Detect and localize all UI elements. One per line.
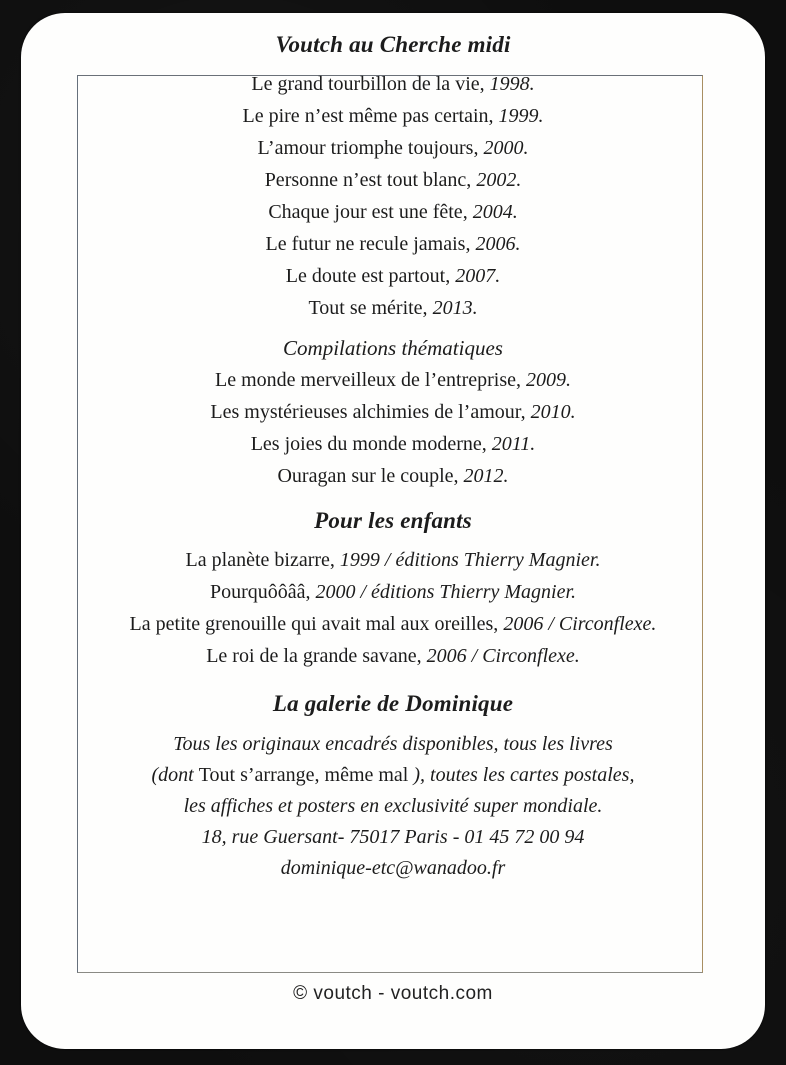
book-line xyxy=(21,428,765,460)
gallery-address: 18, rue Guersant- 75017 Paris - 01 45 72 00 94 xyxy=(201,826,585,848)
book-year: 2013. xyxy=(432,297,478,319)
book-title: Le doute est partout, xyxy=(285,265,451,287)
book-year: 2006. xyxy=(475,233,521,255)
book-title: Pourquôôââ, xyxy=(209,581,311,603)
section-galerie xyxy=(21,689,765,884)
book-year: 1999 / éditions Thierry Magnier. xyxy=(339,549,601,571)
section-enfants xyxy=(21,506,765,672)
section-heading-enfants: Pour les enfants xyxy=(314,508,472,533)
book-line xyxy=(21,292,765,324)
book-year: 2004. xyxy=(472,201,518,223)
section-heading-compilations: Compilations thématiques xyxy=(283,336,503,360)
book-year: 2012. xyxy=(463,465,509,487)
book-line xyxy=(21,396,765,428)
gallery-line xyxy=(21,760,765,791)
book-title: L’amour triomphe toujours, xyxy=(257,137,479,159)
gallery-text-pre: (dont xyxy=(151,764,194,786)
section-heading-cherche-midi: Voutch au Cherche midi xyxy=(275,32,511,57)
book-title: Ouragan sur le couple, xyxy=(277,465,459,487)
gallery-email: dominique-etc@wanadoo.fr xyxy=(280,857,506,879)
book-title: Le grand tourbillon de la vie, xyxy=(251,73,485,95)
postcard-back xyxy=(21,13,765,1049)
book-title: Le pire n’est même pas certain, xyxy=(242,105,494,127)
book-title: Les mystérieuses alchimies de l’amour, xyxy=(210,401,526,423)
book-line xyxy=(21,100,765,132)
book-line xyxy=(21,576,765,608)
book-year: 2010. xyxy=(530,401,576,423)
section-cherche-midi xyxy=(21,30,765,324)
book-title: Le monde merveilleux de l’entreprise, xyxy=(215,369,521,391)
book-title: Le roi de la grande savane, xyxy=(206,645,422,667)
book-year: 2000 / éditions Thierry Magnier. xyxy=(315,581,577,603)
book-title: Tout se mérite, xyxy=(308,297,428,319)
gallery-line: les affiches et posters en exclusivité super mondiale. xyxy=(183,795,603,817)
book-year: 2006 / Circonflexe. xyxy=(426,645,580,667)
book-line xyxy=(21,608,765,640)
book-line xyxy=(21,196,765,228)
book-year: 2007. xyxy=(455,265,501,287)
book-line xyxy=(21,544,765,576)
book-line xyxy=(21,68,765,100)
book-year: 2002. xyxy=(476,169,522,191)
book-year: 2000. xyxy=(483,137,529,159)
gallery-text-post: ), toutes les cartes postales, xyxy=(413,764,635,786)
book-year: 1998. xyxy=(489,73,535,95)
book-year: 2006 / Circonflexe. xyxy=(503,613,657,635)
book-title: La petite grenouille qui avait mal aux oreilles, xyxy=(129,613,499,635)
book-year: 2009. xyxy=(526,369,571,391)
book-line xyxy=(21,364,765,396)
book-line xyxy=(21,260,765,292)
book-year: 1999. xyxy=(498,105,544,127)
section-compilations xyxy=(21,332,765,492)
book-line xyxy=(21,228,765,260)
gallery-book-title: Tout s’arrange, même mal xyxy=(198,764,409,786)
bibliography-content xyxy=(21,13,765,884)
gallery-line: Tous les originaux encadrés disponibles, tous les livres xyxy=(173,733,613,755)
book-line xyxy=(21,164,765,196)
book-line xyxy=(21,640,765,672)
book-line xyxy=(21,460,765,492)
book-title: Le futur ne recule jamais, xyxy=(265,233,471,255)
book-title: Personne n’est tout blanc, xyxy=(264,169,472,191)
section-heading-galerie: La galerie de Dominique xyxy=(272,691,514,716)
book-title: Chaque jour est une fête, xyxy=(268,201,468,223)
book-line xyxy=(21,132,765,164)
book-year: 2011. xyxy=(491,433,536,455)
copyright-line: © voutch - voutch.com xyxy=(293,983,493,1004)
book-title: La planète bizarre, xyxy=(185,549,335,571)
book-title: Les joies du monde moderne, xyxy=(250,433,487,455)
